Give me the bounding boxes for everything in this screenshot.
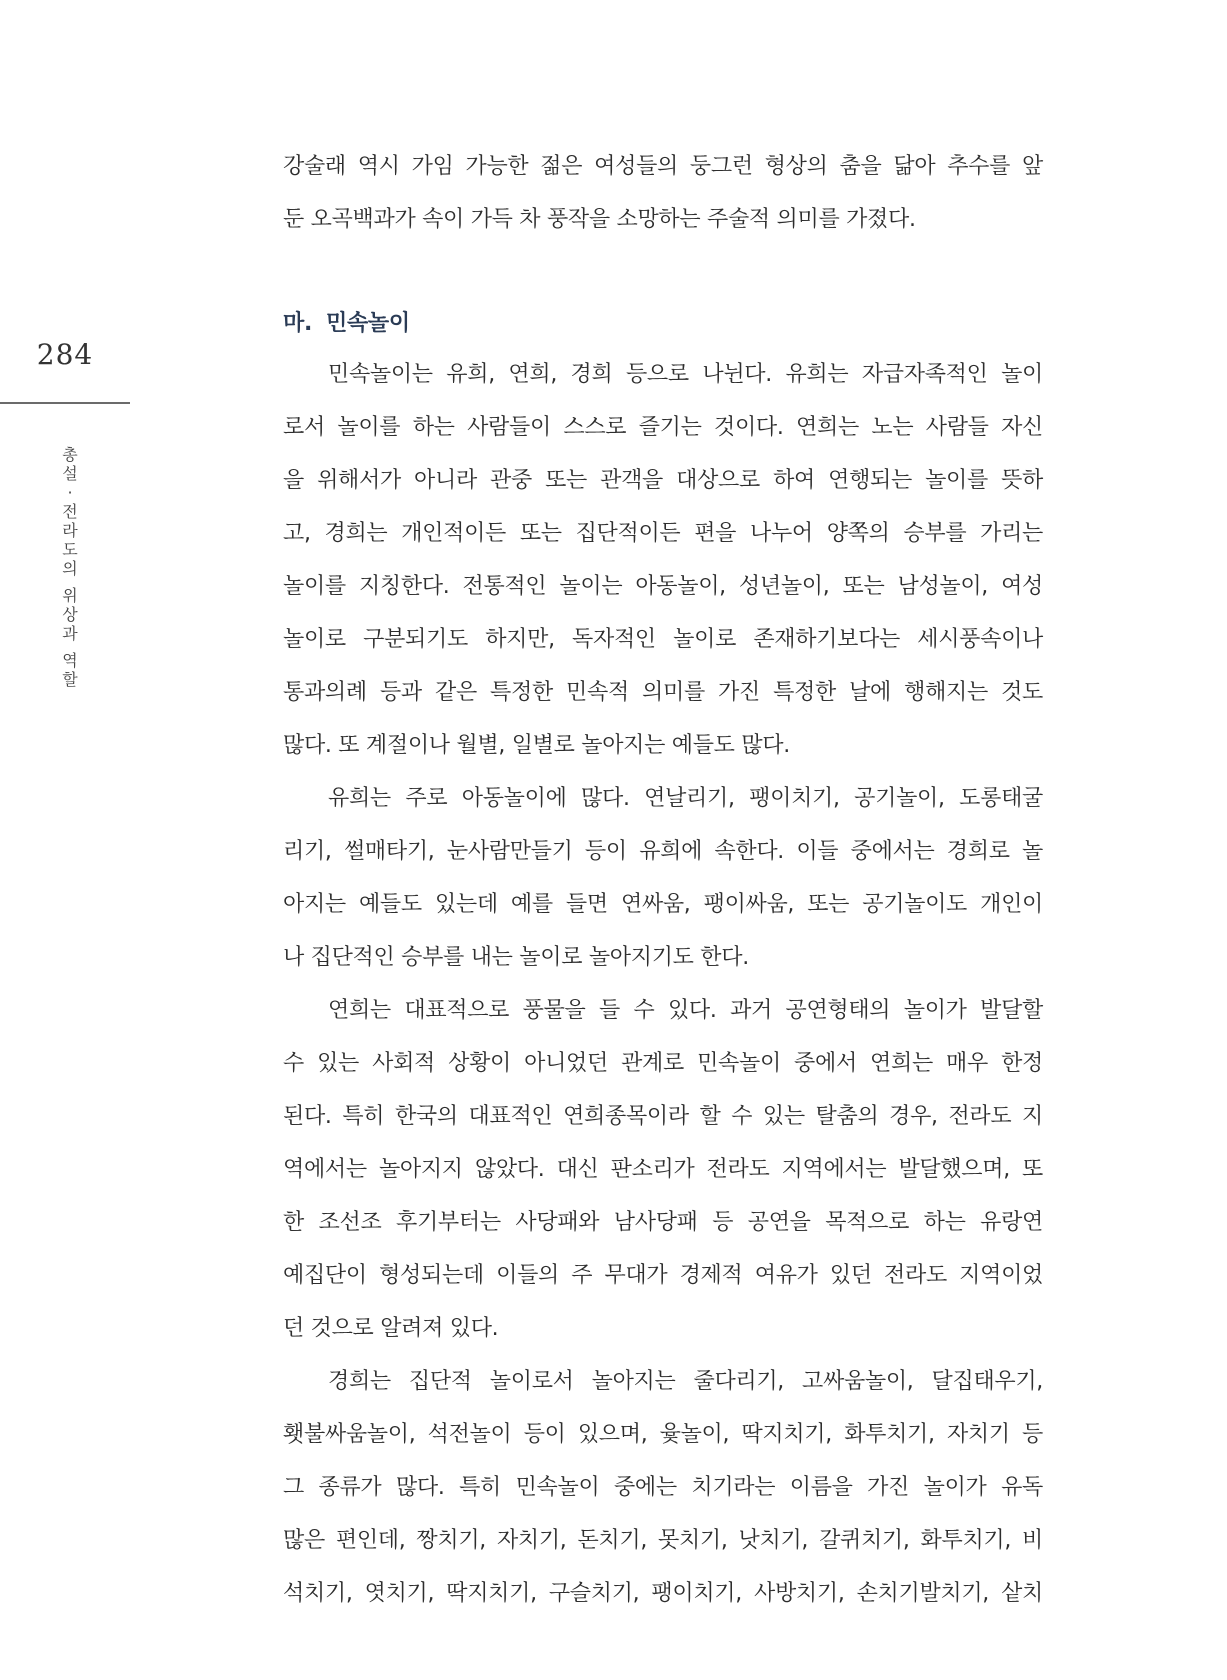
text-line: 놀이로 구분되기도 하지만, 독자적인 놀이로 존재하기보다는 세시풍속이나 bbox=[283, 627, 1043, 652]
paragraph-continuation bbox=[283, 140, 1043, 246]
text-line: 을 위해서가 아니라 관중 또는 관객을 대상으로 하여 연행되는 놀이를 뜻하 bbox=[283, 468, 1043, 493]
running-head-gap bbox=[58, 643, 82, 651]
text-line: 던 것으로 알려져 있다. bbox=[283, 1316, 499, 1341]
text-line: 역에서는 놀아지지 않았다. 대신 판소리가 전라도 지역에서는 발달했으며, 또 bbox=[283, 1157, 1043, 1182]
section-title: 민속놀이 bbox=[326, 311, 410, 336]
running-head-char: 의 bbox=[62, 559, 78, 578]
text-line: 그 종류가 많다. 특히 민속놀이 중에는 치기라는 이름을 가진 놀이가 유독 bbox=[283, 1475, 1043, 1500]
text-line: 수 있는 사회적 상황이 아니었던 관계로 민속놀이 중에서 연희는 매우 한정 bbox=[283, 1051, 1043, 1076]
text-line: 경희는 집단적 놀이로서 놀아지는 줄다리기, 고싸움놀이, 달집태우기, bbox=[328, 1369, 1043, 1394]
text-line: 아지는 예들도 있는데 예를 들면 연싸움, 팽이싸움, 또는 공기놀이도 개인이 bbox=[283, 892, 1043, 917]
text-line: 놀이를 지칭한다. 전통적인 놀이는 아동놀이, 성년놀이, 또는 남성놀이, 여성 bbox=[283, 574, 1043, 599]
text-line: 고, 경희는 개인적이든 또는 집단적이든 편을 나누어 양쪽의 승부를 가리는 bbox=[283, 521, 1043, 546]
body-text bbox=[283, 140, 1043, 1620]
text-line: 횃불싸움놀이, 석전놀이 등이 있으며, 윷놀이, 딱지치기, 화투치기, 자치기 등 bbox=[283, 1422, 1043, 1447]
running-head-gap bbox=[58, 578, 82, 586]
section-heading bbox=[283, 300, 1043, 348]
running-head bbox=[58, 445, 82, 689]
text-line: 많다. 또 계절이나 월별, 일별로 놀아지는 예들도 많다. bbox=[283, 733, 790, 758]
text-line: 나 집단적인 승부를 내는 놀이로 놀아지기도 한다. bbox=[283, 945, 749, 970]
text-line: 로서 놀이를 하는 사람들이 스스로 즐기는 것이다. 연희는 노는 사람들 자신 bbox=[283, 415, 1043, 440]
section-number: 마. bbox=[283, 311, 313, 336]
paragraph bbox=[283, 1355, 1043, 1620]
text-line: 된다. 특히 한국의 대표적인 연희종목이라 할 수 있는 탈춤의 경우, 전라도 지 bbox=[283, 1104, 1043, 1129]
text-line: 유희는 주로 아동놀이에 많다. 연날리기, 팽이치기, 공기놀이, 도롱태굴 bbox=[328, 786, 1043, 811]
margin-divider bbox=[0, 402, 130, 404]
text-line: 강술래 역시 가임 가능한 젊은 여성들의 둥그런 형상의 춤을 닮아 추수를 앞 bbox=[283, 154, 1043, 179]
running-head-char: 전 bbox=[62, 502, 78, 521]
paragraph bbox=[283, 772, 1043, 984]
running-head-char: 설 bbox=[62, 464, 78, 483]
running-head-char: 총 bbox=[62, 445, 78, 464]
running-head-char: 할 bbox=[62, 670, 78, 689]
paragraph bbox=[283, 348, 1043, 772]
text-line: 많은 편인데, 짱치기, 자치기, 돈치기, 못치기, 낫치기, 갈퀴치기, 화투치기, 비 bbox=[283, 1528, 1043, 1553]
running-head-char: 라 bbox=[62, 521, 78, 540]
running-head-char: 과 bbox=[62, 624, 78, 643]
text-line: 리기, 썰매타기, 눈사람만들기 등이 유희에 속한다. 이들 중에서는 경희로 놀 bbox=[283, 839, 1043, 864]
text-line: 석치기, 엿치기, 딱지치기, 구슬치기, 팽이치기, 사방치기, 손치기발치기, 샅치 bbox=[283, 1581, 1043, 1606]
text-line: 통과의례 등과 같은 특정한 민속적 의미를 가진 특정한 날에 행해지는 것도 bbox=[283, 680, 1043, 705]
running-head-char: 위 bbox=[62, 586, 78, 605]
text-line: 예집단이 형성되는데 이들의 주 무대가 경제적 여유가 있던 전라도 지역이었 bbox=[283, 1263, 1043, 1288]
running-head-char: · bbox=[67, 483, 73, 502]
text-line: 한 조선조 후기부터는 사당패와 남사당패 등 공연을 목적으로 하는 유랑연 bbox=[283, 1210, 1043, 1235]
text-line: 둔 오곡백과가 속이 가득 차 풍작을 소망하는 주술적 의미를 가졌다. bbox=[283, 207, 916, 232]
running-head-char: 역 bbox=[62, 651, 78, 670]
text-line: 연희는 대표적으로 풍물을 들 수 있다. 과거 공연형태의 놀이가 발달할 bbox=[328, 998, 1043, 1023]
running-head-char: 상 bbox=[62, 605, 78, 624]
paragraph bbox=[283, 984, 1043, 1355]
running-head-char: 도 bbox=[62, 540, 78, 559]
text-line: 민속놀이는 유희, 연희, 경희 등으로 나뉜다. 유희는 자급자족적인 놀이 bbox=[328, 362, 1043, 387]
page-number: 284 bbox=[36, 338, 94, 371]
